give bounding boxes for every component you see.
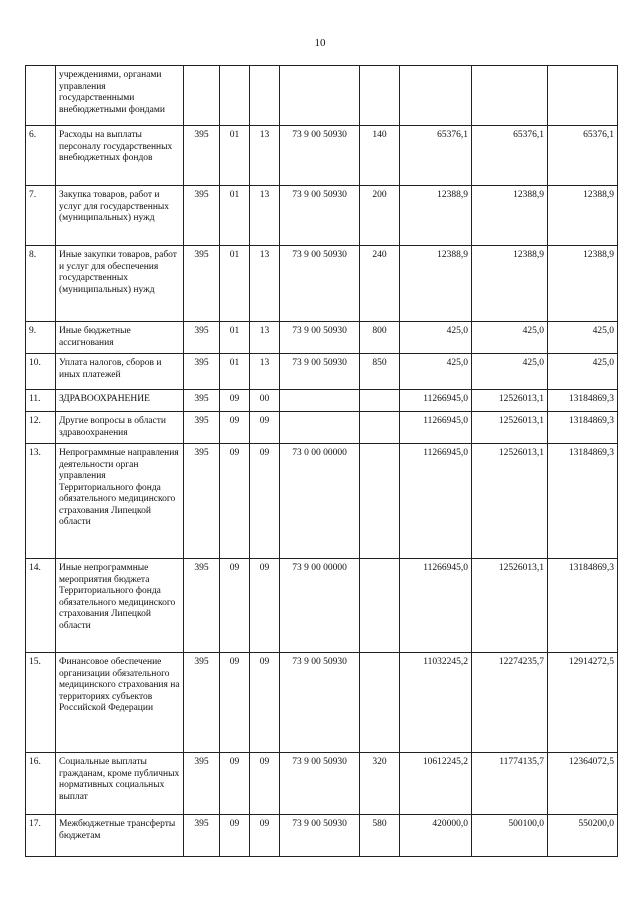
row-rz-code: 09: [220, 753, 250, 815]
row-value-year-1: 420000,0: [400, 815, 472, 857]
row-value-year-2: 12526013,1: [472, 390, 548, 412]
row-name: Закупка товаров, работ и услуг для государственных (муниципальных) нужд: [56, 186, 184, 246]
row-number: 17.: [26, 815, 56, 857]
row-pr-code: 09: [250, 444, 280, 559]
row-value-year-1: [400, 66, 472, 126]
page-number: 10: [314, 37, 326, 49]
row-value-year-3: 425,0: [548, 354, 618, 390]
row-number: 12.: [26, 412, 56, 444]
row-value-year-2: 11774135,7: [472, 753, 548, 815]
table-row: [26, 444, 618, 559]
table-row: [26, 753, 618, 815]
row-csr-code: 73 9 00 50930: [280, 354, 360, 390]
row-number: 11.: [26, 390, 56, 412]
row-vr-code: [360, 412, 400, 444]
row-name: Межбюджетные трансферты бюджетам: [56, 815, 184, 857]
row-csr-code: 73 9 00 50930: [280, 815, 360, 857]
row-value-year-2: 12388,9: [472, 246, 548, 322]
table-row: [26, 246, 618, 322]
row-value-year-2: [472, 66, 548, 126]
row-csr-code: 73 9 00 00000: [280, 559, 360, 653]
row-rz-code: 01: [220, 246, 250, 322]
row-name: Иные непрограммные мероприятия бюджета Территориального фонда обязательного медицинского страхования Липецкой области: [56, 559, 184, 653]
row-csr-code: 73 9 00 50930: [280, 126, 360, 186]
row-pr-code: 09: [250, 753, 280, 815]
row-value-year-3: 550200,0: [548, 815, 618, 857]
row-vr-code: [360, 66, 400, 126]
row-vr-code: [360, 390, 400, 412]
row-value-year-3: 13184869,3: [548, 390, 618, 412]
row-pr-code: 13: [250, 246, 280, 322]
row-value-year-3: 12388,9: [548, 246, 618, 322]
row-value-year-3: 13184869,3: [548, 412, 618, 444]
row-gr-code: 395: [184, 354, 220, 390]
row-value-year-2: 12274235,7: [472, 653, 548, 753]
row-value-year-1: 11266945,0: [400, 412, 472, 444]
row-vr-code: 320: [360, 753, 400, 815]
row-vr-code: 850: [360, 354, 400, 390]
row-name: Уплата налогов, сборов и иных платежей: [56, 354, 184, 390]
row-value-year-1: 425,0: [400, 322, 472, 354]
row-name: Другие вопросы в области здравоохранения: [56, 412, 184, 444]
row-value-year-1: 11266945,0: [400, 444, 472, 559]
row-gr-code: 395: [184, 390, 220, 412]
row-name: Непрограммные направления деятельности орган управления Территориального фонда обязательного медицинского страхования Липецкой области: [56, 444, 184, 559]
row-value-year-3: [548, 66, 618, 126]
row-rz-code: 09: [220, 390, 250, 412]
row-number: 16.: [26, 753, 56, 815]
row-csr-code: 73 9 00 50930: [280, 653, 360, 753]
row-value-year-3: 12364072,5: [548, 753, 618, 815]
row-pr-code: 13: [250, 126, 280, 186]
row-gr-code: 395: [184, 753, 220, 815]
row-pr-code: 09: [250, 653, 280, 753]
row-rz-code: 09: [220, 653, 250, 753]
row-gr-code: [184, 66, 220, 126]
row-csr-code: 73 9 00 50930: [280, 186, 360, 246]
row-name: Расходы на выплаты персоналу государственных внебюджетных фондов: [56, 126, 184, 186]
row-gr-code: 395: [184, 322, 220, 354]
table-row: [26, 322, 618, 354]
row-name: Социальные выплаты гражданам, кроме публичных нормативных социальных выплат: [56, 753, 184, 815]
row-pr-code: 09: [250, 559, 280, 653]
row-number: 8.: [26, 246, 56, 322]
row-number: 15.: [26, 653, 56, 753]
row-value-year-1: 12388,9: [400, 186, 472, 246]
table-row: [26, 412, 618, 444]
row-pr-code: 13: [250, 322, 280, 354]
row-value-year-2: 425,0: [472, 322, 548, 354]
budget-table-body: [26, 66, 618, 857]
table-row: [26, 653, 618, 753]
table-row: [26, 126, 618, 186]
row-value-year-2: 12526013,1: [472, 444, 548, 559]
row-value-year-1: 11266945,0: [400, 390, 472, 412]
row-value-year-1: 12388,9: [400, 246, 472, 322]
row-number: 10.: [26, 354, 56, 390]
row-value-year-3: 12914272,5: [548, 653, 618, 753]
row-value-year-2: 12526013,1: [472, 412, 548, 444]
row-number: [26, 66, 56, 126]
row-value-year-2: 65376,1: [472, 126, 548, 186]
row-name: Финансовое обеспечение организации обязательного медицинского страхования на территориях субъектов Российской Федерации: [56, 653, 184, 753]
row-rz-code: 09: [220, 815, 250, 857]
row-csr-code: [280, 390, 360, 412]
row-vr-code: 200: [360, 186, 400, 246]
row-gr-code: 395: [184, 653, 220, 753]
row-vr-code: 140: [360, 126, 400, 186]
row-rz-code: 09: [220, 412, 250, 444]
row-pr-code: 09: [250, 815, 280, 857]
table-row: [26, 354, 618, 390]
row-gr-code: 395: [184, 412, 220, 444]
row-value-year-3: 425,0: [548, 322, 618, 354]
row-value-year-2: 425,0: [472, 354, 548, 390]
table-row: [26, 390, 618, 412]
row-gr-code: 395: [184, 186, 220, 246]
row-value-year-1: 10612245,2: [400, 753, 472, 815]
row-value-year-2: 12526013,1: [472, 559, 548, 653]
row-vr-code: 580: [360, 815, 400, 857]
row-value-year-1: 65376,1: [400, 126, 472, 186]
row-gr-code: 395: [184, 815, 220, 857]
row-csr-code: 73 9 00 50930: [280, 753, 360, 815]
row-pr-code: [250, 66, 280, 126]
row-value-year-1: 11032245,2: [400, 653, 472, 753]
row-gr-code: 395: [184, 246, 220, 322]
row-number: 7.: [26, 186, 56, 246]
row-vr-code: 800: [360, 322, 400, 354]
row-name: ЗДРАВООХРАНЕНИЕ: [56, 390, 184, 412]
row-vr-code: [360, 444, 400, 559]
row-rz-code: 01: [220, 186, 250, 246]
row-value-year-1: 11266945,0: [400, 559, 472, 653]
row-value-year-3: 13184869,3: [548, 559, 618, 653]
row-rz-code: 01: [220, 322, 250, 354]
row-pr-code: 00: [250, 390, 280, 412]
row-csr-code: [280, 412, 360, 444]
budget-table: [25, 65, 618, 857]
row-csr-code: 73 9 00 50930: [280, 246, 360, 322]
row-value-year-3: 65376,1: [548, 126, 618, 186]
row-name: учреждениями, органами управления государственными внебюджетными фондами: [56, 66, 184, 126]
row-rz-code: 01: [220, 126, 250, 186]
row-gr-code: 395: [184, 126, 220, 186]
row-vr-code: [360, 653, 400, 753]
row-rz-code: 09: [220, 444, 250, 559]
row-csr-code: [280, 66, 360, 126]
table-row: [26, 66, 618, 126]
row-value-year-3: 13184869,3: [548, 444, 618, 559]
row-value-year-2: 12388,9: [472, 186, 548, 246]
row-name: Иные закупки товаров, работ и услуг для обеспечения государственных (муниципальных) нужд: [56, 246, 184, 322]
row-number: 14.: [26, 559, 56, 653]
table-row: [26, 815, 618, 857]
row-pr-code: 13: [250, 354, 280, 390]
row-vr-code: 240: [360, 246, 400, 322]
table-row: [26, 186, 618, 246]
row-value-year-3: 12388,9: [548, 186, 618, 246]
row-csr-code: 73 9 00 50930: [280, 322, 360, 354]
row-name: Иные бюджетные ассигнования: [56, 322, 184, 354]
row-number: 6.: [26, 126, 56, 186]
row-gr-code: 395: [184, 444, 220, 559]
row-rz-code: 01: [220, 354, 250, 390]
row-number: 13.: [26, 444, 56, 559]
row-pr-code: 09: [250, 412, 280, 444]
row-csr-code: 73 0 00 00000: [280, 444, 360, 559]
row-rz-code: [220, 66, 250, 126]
row-value-year-2: 500100,0: [472, 815, 548, 857]
row-rz-code: 09: [220, 559, 250, 653]
row-vr-code: [360, 559, 400, 653]
row-number: 9.: [26, 322, 56, 354]
row-value-year-1: 425,0: [400, 354, 472, 390]
row-gr-code: 395: [184, 559, 220, 653]
row-pr-code: 13: [250, 186, 280, 246]
table-row: [26, 559, 618, 653]
